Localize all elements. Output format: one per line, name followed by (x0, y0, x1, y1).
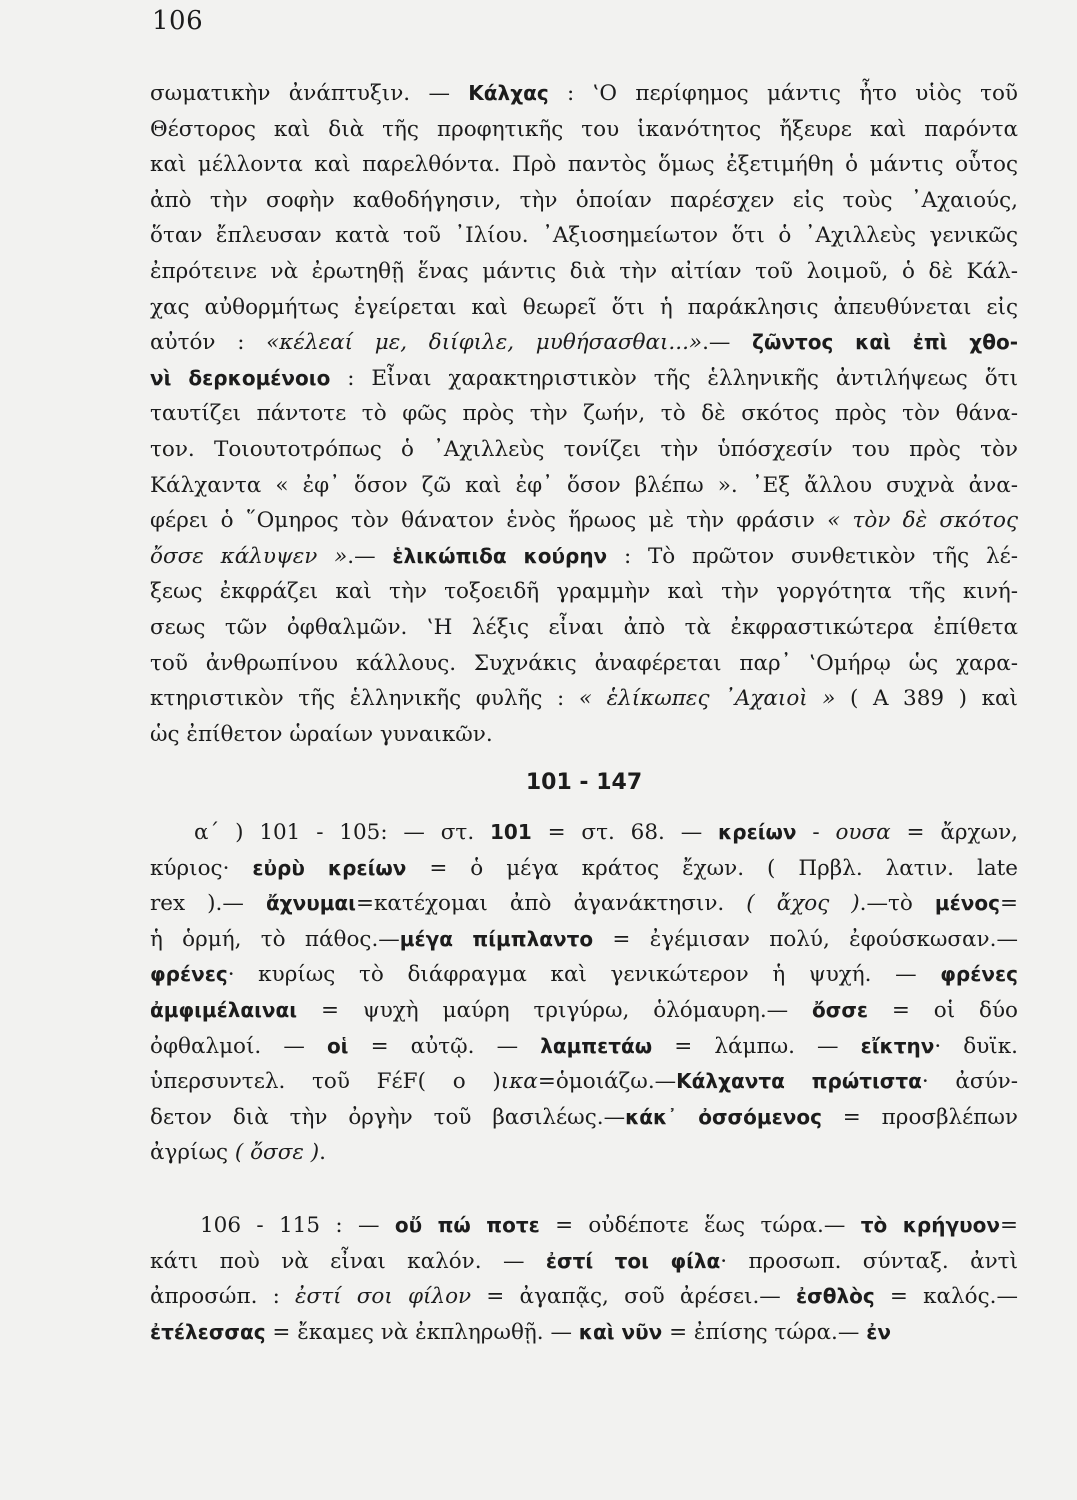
text-run: σεως τῶν ὀφθαλμῶν. ‛Η λέξις εἶναι ἀπὸ τὰ ἐκφραστικώτερα ἐπίθετα (150, 614, 1018, 640)
text-run: κτηριστικὸν τῆς ἑλληνικῆς φυλῆς : (150, 686, 579, 712)
text-run: =κατέχομαι ἀπὸ ἀγανάκτησιν. (355, 891, 747, 917)
text-run: = ψυχὴ μαύρη τριγύρω, ὁλόμαυρη.— (297, 997, 813, 1023)
text-line (150, 681, 1018, 717)
bold-term: ἐστί τοι φίλα (545, 1248, 721, 1273)
bold-term: ἐσθλὸς (796, 1284, 875, 1309)
text-run: τοῦ ἀνθρωπίνου κάλλους. Συχνάκις ἀναφέρεται παρ᾿ ‛Ομήρῳ ὡς χαρα- (150, 650, 1018, 676)
italic-quote: ἐστί σοι φίλον (295, 1284, 472, 1310)
text-run: rex ).— (150, 891, 266, 917)
text-run: σωματικὴν ἀνάπτυξιν. — (150, 81, 469, 106)
text-line (150, 574, 1018, 610)
text-run: = (999, 1213, 1018, 1238)
text-run: = ἐγέμισαν πολύ, ἐφούσκωσαν.— (593, 926, 1018, 952)
text-line (150, 1279, 1018, 1315)
text-run: - (796, 820, 836, 845)
text-run: καὶ μέλλοντα καὶ παρελθόντα. Πρὸ παντὸς ὅμως ἐξετιμήθη ὁ μάντις οὗτος (150, 152, 1018, 178)
text-run: 106 - 115 : — (200, 1213, 395, 1238)
text-run: κύριος· (150, 855, 253, 881)
bold-term: μέγα πίμπλαντο (399, 926, 594, 951)
bold-term: εἴκτην (860, 1033, 935, 1058)
bold-term: οὔ πώ ποτε (394, 1213, 540, 1237)
text-run: φέρει ὁ ῞Ομηρος τὸν θάνατον ἑνὸς ἥρωος μὲ τὴν φράσιν (150, 508, 828, 534)
bold-term: ἐν (866, 1319, 891, 1344)
text-run: ἐπρότεινε νὰ ἐρωτηθῇ ἕνας μάντις διὰ τὴν αἰτίαν τοῦ λοιμοῦ, ὁ δὲ Κάλ- (150, 258, 1018, 284)
text-run: κάτι ποὺ νὰ εἶναι καλόν. — (150, 1248, 546, 1274)
text-run: Θέστορος καὶ διὰ τῆς προφητικῆς του ἱκανότητος ἤξευρε καὶ παρόντα (150, 116, 1018, 142)
bold-term: ἐτέλεσσας (150, 1319, 266, 1344)
text-line (150, 1029, 1018, 1065)
text-run: = ὁ μέγα κράτος ἔχων. ( Πρβλ. λατιν. late (406, 855, 1018, 881)
italic-quote: ικα (500, 1069, 538, 1095)
text-line (150, 922, 1018, 958)
text-line (150, 503, 1018, 539)
text-run: α΄ ) 101 - 105: — στ. (194, 820, 490, 845)
italic-quote: «κέλεαί με, διίφιλε, μυθήσασθαι...» (266, 330, 703, 356)
text-line (150, 1244, 1018, 1280)
commentary-lines-101-105 (150, 815, 1018, 1171)
bold-term: εὐρὺ κρείων (252, 855, 407, 880)
text-line (150, 1315, 1018, 1351)
text-run: =ὁμοιάζω.— (537, 1069, 677, 1095)
text-run: = προσβλέπων (821, 1104, 1018, 1130)
bold-term: τὸ κρήγυον (860, 1213, 1000, 1237)
text-line (150, 539, 1018, 575)
text-line (150, 717, 1018, 753)
text-line (150, 851, 1018, 887)
text-run: · ἀσύν- (921, 1069, 1018, 1095)
bold-term: ζῶντος καὶ ἐπὶ χθο- (752, 330, 1018, 355)
page-number: 106 (152, 6, 204, 36)
text-line (150, 361, 1018, 397)
text-line (150, 610, 1018, 646)
text-run: = καλός.— (874, 1284, 1018, 1310)
text-run: = οὐδέποτε ἕως τώρα.— (539, 1213, 861, 1238)
text-line (150, 815, 1018, 851)
text-line (150, 957, 1018, 993)
text-run: : Εἶναι χαρακτηριστικὸν τῆς ἑλληνικῆς ἀντιλήψεως ὅτι (330, 365, 1018, 391)
text-line (150, 993, 1018, 1029)
commentary-paragraph-kalchas (150, 76, 1018, 752)
text-run: ἡ ὁρμή, τὸ πάθος.— (150, 926, 400, 952)
text-line (150, 325, 1018, 361)
text-run: .— (702, 330, 753, 356)
section-heading: 101 - 147 (525, 770, 643, 795)
text-line (150, 432, 1018, 468)
text-line (150, 147, 1018, 183)
text-line (150, 396, 1018, 432)
text-run: ὑπερσυντελ. τοῦ FέF( ο ) (150, 1069, 501, 1095)
text-line (150, 290, 1018, 326)
text-run: = ἄρχων, (890, 820, 1018, 845)
bold-term: κρείων (718, 820, 797, 844)
text-line (150, 76, 1018, 112)
text-run: = οἱ δύο (868, 997, 1018, 1023)
text-run: · προσωπ. σύνταξ. ἀντὶ (720, 1248, 1018, 1274)
bold-term: Κάλχας (468, 81, 549, 105)
text-run: : ‛Ο περίφημος μάντις ἦτο υἱὸς τοῦ (548, 81, 1018, 106)
text-run: δετον διὰ τὴν ὀργὴν τοῦ βασιλέως.— (150, 1104, 626, 1130)
bold-term: ἀμφιμέλαιναι (150, 997, 298, 1022)
text-run: ταυτίζει πάντοτε τὸ φῶς πρὸς τὴν ζωήν, τὸ δὲ σκότος πρὸς τὸν θάνα- (150, 401, 1018, 427)
text-line (150, 468, 1018, 504)
bold-term: λαμπετάω (540, 1033, 653, 1058)
text-run: τον. Τοιουτοτρόπως ὁ ᾿Αχιλλεὺς τονίζει τὴν ὑπόσχεσίν του πρὸς τὸν (150, 436, 1018, 462)
text-line (150, 254, 1018, 290)
italic-quote: « τὸν δὲ σκότος (827, 508, 1018, 534)
text-run: ξεως ἐκφράζει καὶ τὴν τοξοειδῆ γραμμὴν καὶ τὴν γοργότητα τῆς κινή- (150, 579, 1018, 605)
text-run: χας αὐθορμήτως ἐγείρεται καὶ θεωρεῖ ὅτι ἡ παράκλησις ἀπευθύνεται εἰς (150, 294, 1018, 320)
text-run: : Τὸ πρῶτον συνθετικὸν τῆς λέ- (607, 543, 1018, 569)
text-run: . (319, 1140, 326, 1166)
text-run: ( Α 389 ) καὶ (835, 686, 1018, 712)
bold-term: καὶ νῦν (578, 1319, 663, 1344)
italic-quote: ( ἄχος ) (746, 891, 860, 917)
text-run: = ἀγαπᾷς, σοῦ ἀρέσει.— (471, 1284, 796, 1310)
text-line (150, 646, 1018, 682)
bold-term: ἄχνυμαι (265, 891, 356, 916)
bold-term: οἱ (326, 1033, 349, 1058)
text-run: Κάλχαντα « ἐφ᾿ ὅσον ζῶ καὶ ἐφ᾿ ὅσον βλέπω ». ᾿Εξ ἄλλου συχνὰ ἀνα- (150, 472, 1018, 498)
text-line (150, 1064, 1018, 1100)
text-run: = στ. 68. — (531, 820, 719, 845)
italic-quote: « ἑλίκωπες ᾿Αχαιοὶ » (578, 686, 836, 712)
italic-quote: ὄσσε κάλυψεν » (150, 543, 348, 569)
bold-term: ἑλικώπιδα κούρην (392, 543, 608, 568)
text-run: ἀπὸ τὴν σοφὴν καθοδήγησιν, τὴν ὁποίαν παρέσχεν εἰς τοὺς ᾿Αχαιούς, (150, 187, 1018, 213)
text-run: αὐτόν : (150, 330, 267, 356)
bold-term: 101 (490, 820, 532, 844)
text-run: .— (347, 543, 393, 569)
bold-term: κάκ᾿ ὀσσόμενος (625, 1104, 822, 1129)
commentary-lines-106-115 (150, 1208, 1018, 1350)
text-line (150, 1135, 1018, 1171)
text-run: = (999, 891, 1018, 917)
bold-term: φρένες (940, 962, 1018, 987)
text-line (150, 1208, 1018, 1244)
text-run: = αὐτῷ. — (348, 1033, 541, 1059)
text-run: = ἐπίσης τώρα.— (662, 1319, 867, 1345)
text-run: ὡς ἐπίθετον ὡραίων γυναικῶν. (150, 721, 493, 747)
text-line (150, 112, 1018, 148)
text-run: ἀπροσώπ. : (150, 1284, 296, 1310)
text-run: .—τὸ (859, 891, 935, 917)
bold-term: μένος (934, 891, 1000, 916)
bold-term: ὄσσε (812, 997, 869, 1022)
bold-term: Κάλχαντα πρώτιστα (676, 1069, 922, 1094)
text-run: = λάμπω. — (652, 1033, 861, 1059)
italic-quote: ουσα (835, 820, 891, 845)
bold-term: νὶ δερκομένοιο (150, 365, 331, 390)
text-line (150, 183, 1018, 219)
text-line (150, 218, 1018, 254)
text-run: ἀγρίως (150, 1140, 235, 1166)
text-line (150, 1100, 1018, 1136)
bold-term: φρένες (150, 962, 228, 987)
text-run: ὅταν ἔπλευσαν κατὰ τοῦ ᾿Ιλίου. ᾿Αξιοσημείωτον ὅτι ὁ ᾿Αχιλλεὺς γενικῶς (150, 223, 1018, 249)
text-run: ὀφθαλμοί. — (150, 1033, 327, 1059)
italic-quote: ( ὄσσε ) (234, 1140, 320, 1166)
text-run: · κυρίως τὸ διάφραγμα καὶ γενικώτερον ἡ ψυχή. — (227, 962, 941, 988)
text-line (150, 886, 1018, 922)
text-run: · δυϊκ. (934, 1033, 1019, 1059)
text-run: = ἔκαμες νὰ ἐκπληρωθῇ. — (265, 1319, 579, 1345)
